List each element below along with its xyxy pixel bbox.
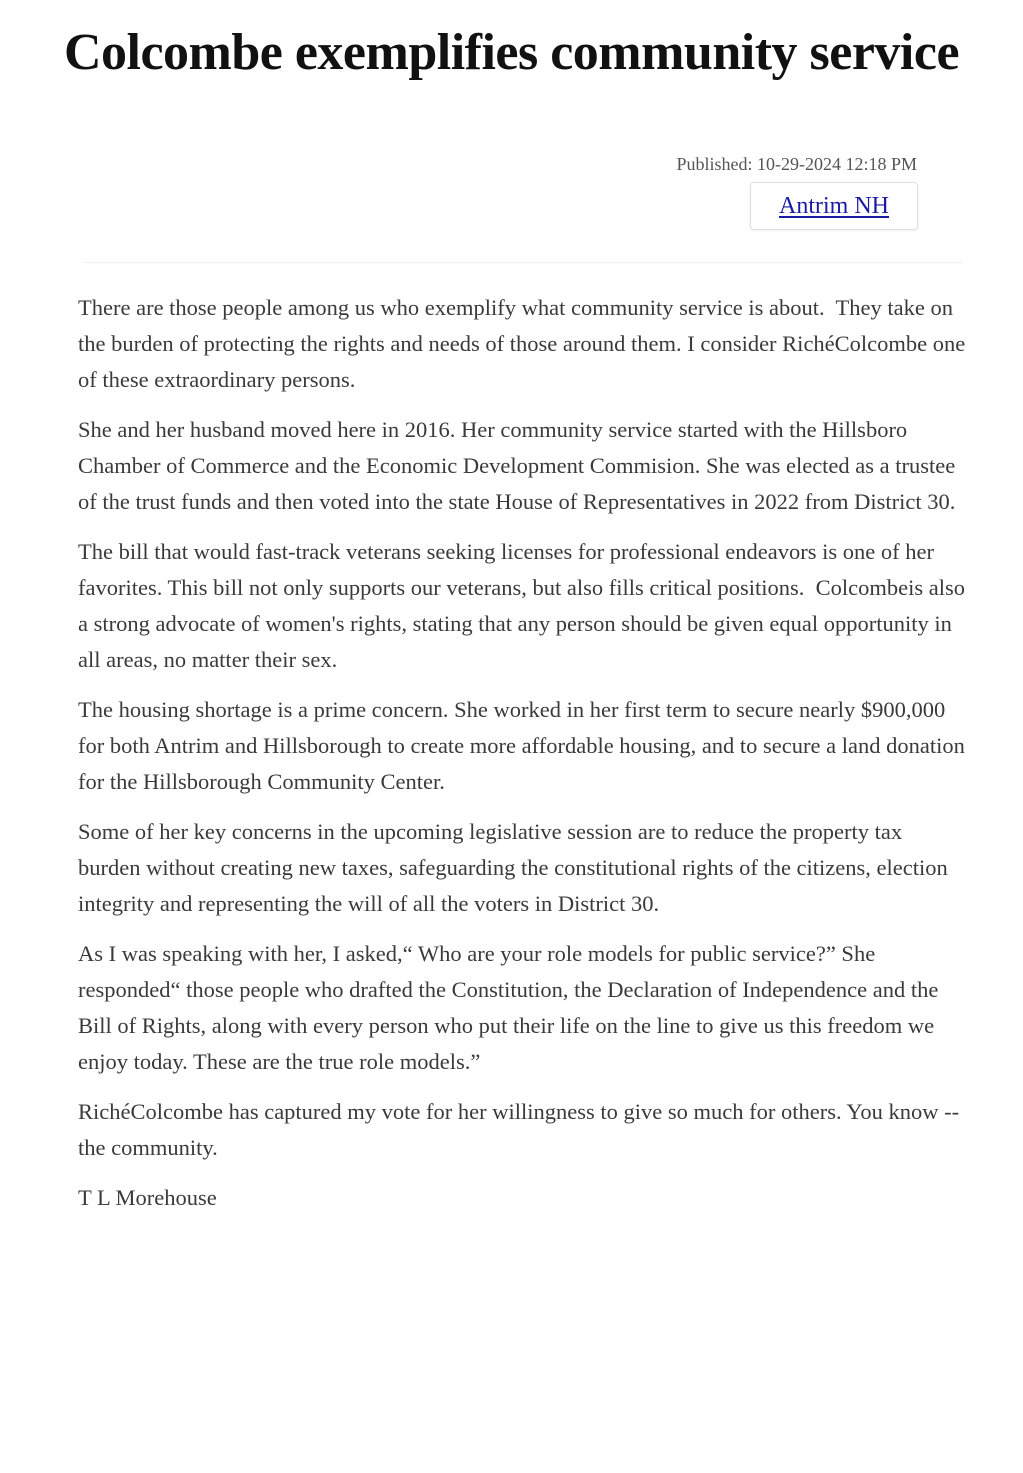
paragraph: RichéColcombe has captured my vote for her willingness to give so much for others. You know -- the community. — [78, 1099, 965, 1160]
paragraph: The housing shortage is a prime concern. She worked in her first term to secure nearly $900,000 for both Antrim and Hillsborough to create more affordable housing, and to secure a land donation for the Hillsborough Community Center. — [78, 697, 971, 794]
headline: Colcombe exemplifies community service — [63, 24, 960, 81]
location-tag[interactable] — [750, 182, 918, 230]
article-header — [0, 0, 1023, 265]
paragraph: The bill that would fast-track veterans seeking licenses for professional endeavors is one of her favorites. This bill not only supports our veterans, but also fills critical positions. Colcombeis also a strong advocate of women's rights, stating that any person should be given equal opportunity in all areas, no matter their sex. — [78, 539, 971, 672]
location-link[interactable]: Antrim NH — [779, 192, 889, 219]
author-signature: T L Morehouse — [78, 1185, 217, 1210]
paragraph: Some of her key concerns in the upcoming legislative session are to reduce the property tax burden without creating new taxes, safeguarding the constitutional rights of the citizens, election integrity and representing the will of all the voters in District 30. — [78, 819, 954, 916]
article-body — [78, 290, 971, 1230]
published-date: Published: 10-29-2024 12:18 PM — [676, 154, 917, 174]
paragraph: She and her husband moved here in 2016. Her community service started with the Hillsboro Chamber of Commerce and the Economic Development Commision. She was elected as a trustee of the trust funds and then voted into the state House of Representatives in 2022 from District 30. — [78, 417, 961, 514]
header-divider — [82, 262, 963, 263]
paragraph: As I was speaking with her, I asked,“ Who are your role models for public service?” She responded“ those people who drafted the Constitution, the Declaration of Independence and the Bill of Rights, along with every person who put their life on the line to give us this freedom we enjoy today. These are the true role models.” — [78, 941, 944, 1074]
paragraph: There are those people among us who exemplify what community service is about. They take on the burden of protecting the rights and needs of those around them. I consider RichéColcombe one of these extraordinary persons. — [78, 295, 971, 392]
